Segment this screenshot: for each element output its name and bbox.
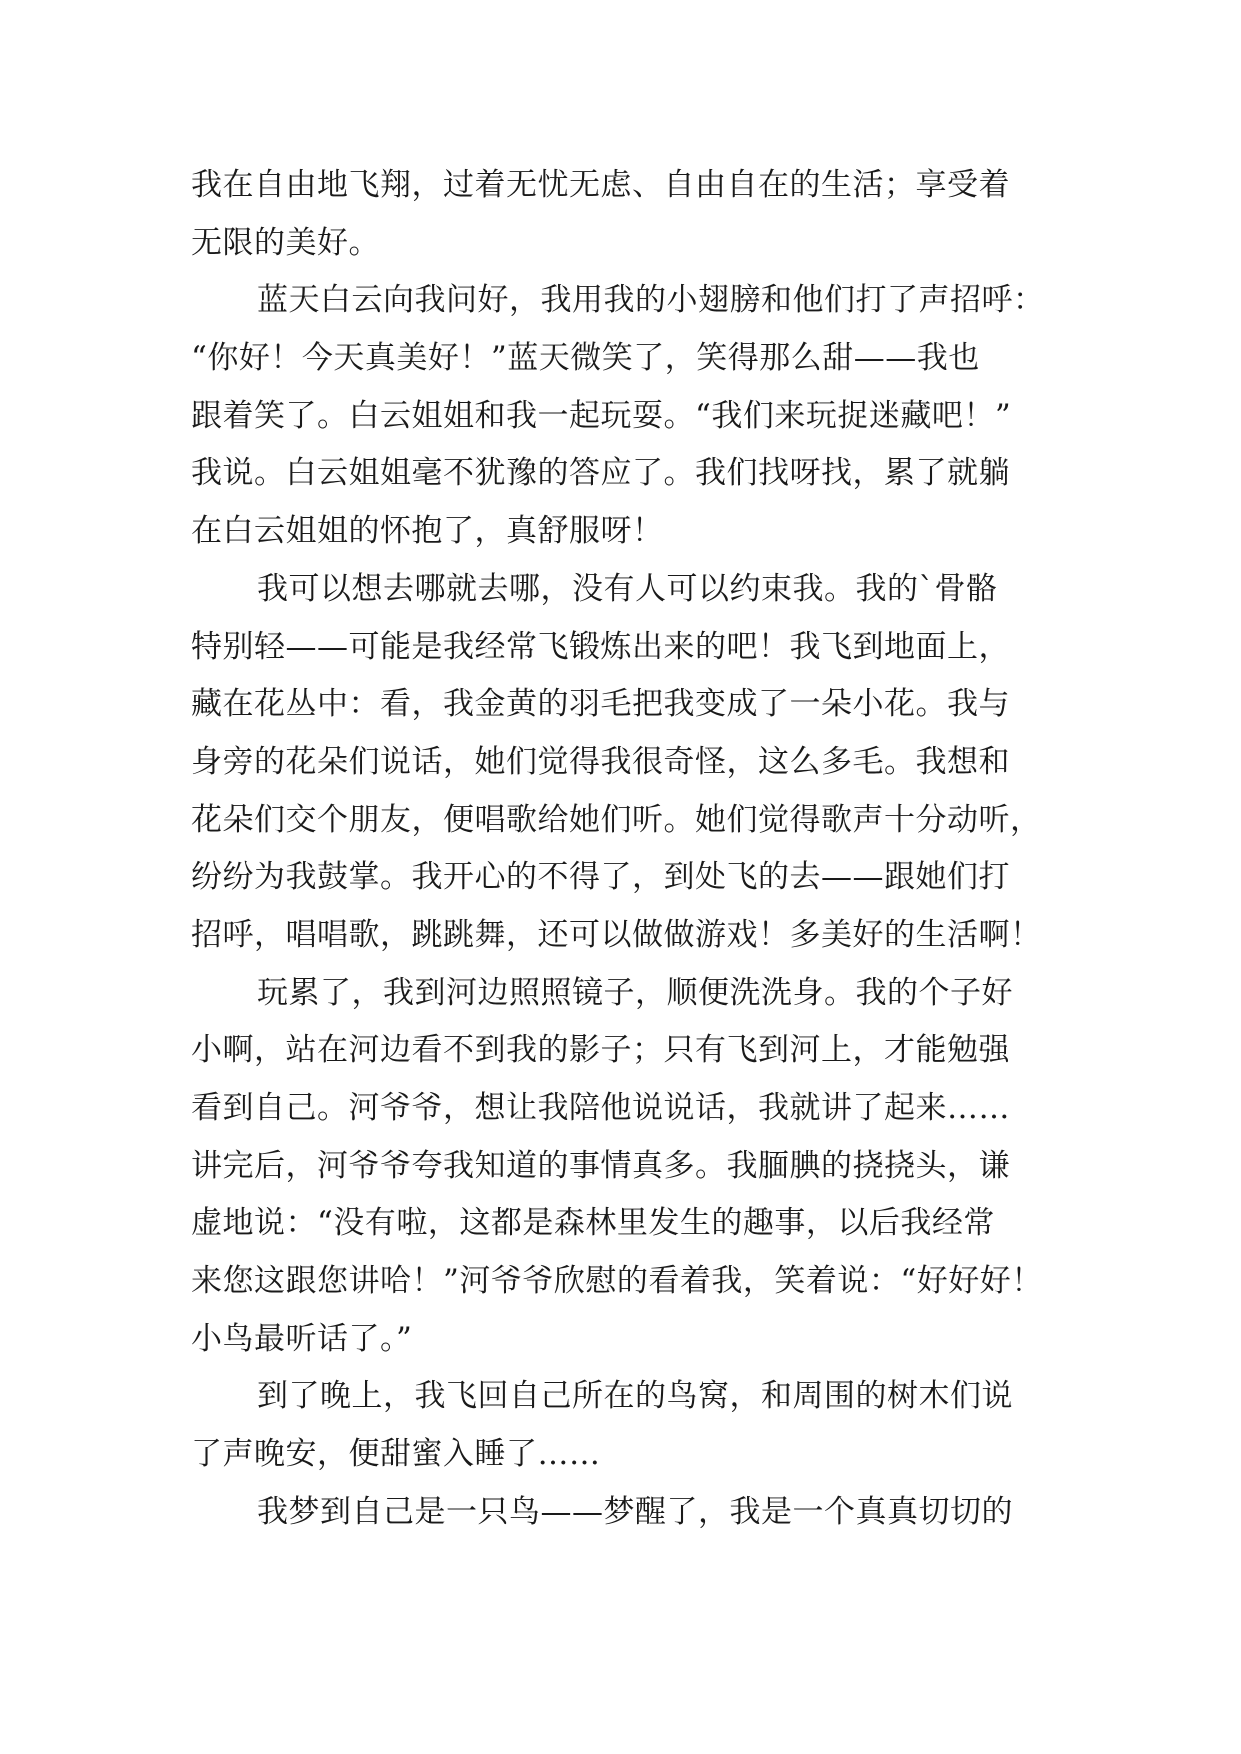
- text-line: 来您这跟您讲哈！”河爷爷欣慰的看着我，笑着说：“好好好！: [191, 1263, 1043, 1300]
- text-line: 虚地说：“没有啦，这都是森林里发生的趣事，以后我经常: [191, 1205, 995, 1242]
- text-line: 小啊，站在河边看不到我的影子；只有飞到河上，才能勉强: [191, 1032, 1010, 1069]
- text-line: 看到自己。河爷爷，想让我陪他说说话，我就讲了起来……: [191, 1090, 1010, 1126]
- text-line: 招呼，唱唱歌，跳跳舞，还可以做做游戏！多美好的生活啊！: [191, 916, 1042, 953]
- text-line: 玩累了，我到河边照照镜子，顺便洗洗身。我的个子好: [257, 974, 1013, 1011]
- text-line: 无限的美好。: [191, 224, 380, 261]
- text-line: 花朵们交个朋友，便唱歌给她们听。她们觉得歌声十分动听，: [191, 801, 1042, 838]
- text-line: 在白云姐姐的怀抱了，真舒服呀！: [191, 513, 664, 550]
- text-line: 讲完后，河爷爷夸我知道的事情真多。我腼腆的挠挠头，谦: [191, 1147, 1010, 1184]
- text-line: 藏在花丛中：看，我金黄的羽毛把我变成了一朵小花。我与: [191, 686, 1010, 723]
- text-line: 特别轻——可能是我经常飞锻炼出来的吧！我飞到地面上，: [191, 628, 1010, 665]
- text-line: 到了晚上，我飞回自己所在的鸟窝，和周围的树木们说: [257, 1378, 1013, 1415]
- essay-body: [191, 157, 1071, 1542]
- text-line: “你好！今天真美好！”蓝天微笑了，笑得那么甜——我也: [191, 340, 980, 377]
- text-line: 我在自由地飞翔，过着无忧无虑、自由自在的生活；享受着: [191, 167, 1010, 203]
- text-line: 蓝天白云向我问好，我用我的小翅膀和他们打了声招呼：: [257, 282, 1045, 319]
- text-line: 小鸟最听话了。”: [191, 1320, 413, 1357]
- text-line: 了声晚安，便甜蜜入睡了……: [191, 1436, 601, 1473]
- text-line: 跟着笑了。白云姐姐和我一起玩耍。“我们来玩捉迷藏吧！”: [191, 397, 1012, 434]
- text-line: 我可以想去哪就去哪，没有人可以约束我。我的`骨骼: [257, 570, 998, 607]
- text-line: 我梦到自己是一只鸟——梦醒了，我是一个真真切切的: [257, 1493, 1013, 1530]
- text-line: 身旁的花朵们说话，她们觉得我很奇怪，这么多毛。我想和: [191, 743, 1010, 780]
- text-line: 纷纷为我鼓掌。我开心的不得了，到处飞的去——跟她们打: [191, 859, 1010, 896]
- text-line: 我说。白云姐姐毫不犹豫的答应了。我们找呀找，累了就躺: [191, 455, 1010, 492]
